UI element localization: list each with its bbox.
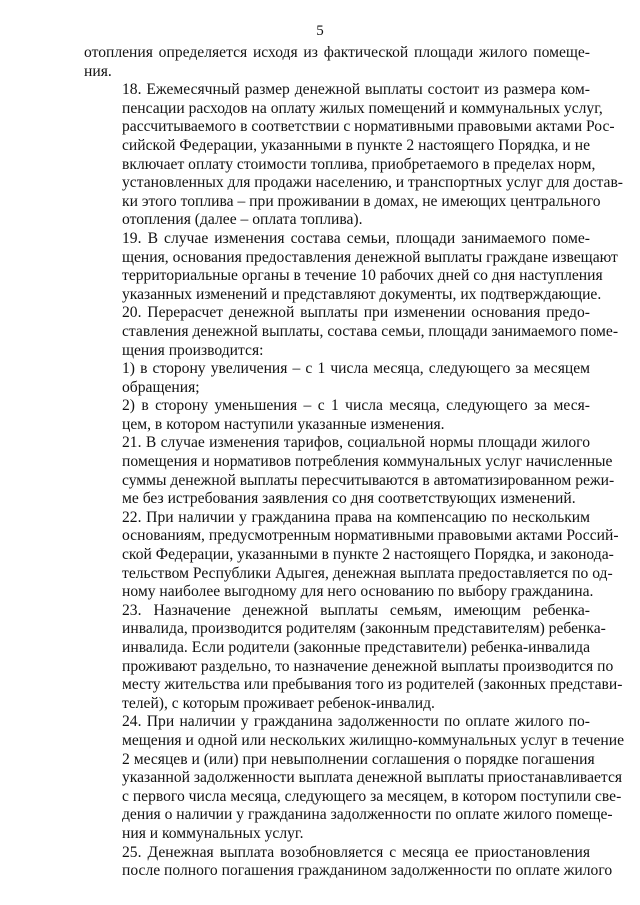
text-line: тельством Республики Адыгея, денежная выплата предоставляется по од- [122, 564, 613, 582]
text-line: инвалида, производится родителям (законным представителям) ребенка- [122, 620, 606, 638]
text-line: после полного погашения гражданином задолженности по оплате жилого [122, 862, 613, 880]
text-line: пенсации расходов на оплату жилых помещений и коммунальных услуг, [122, 99, 603, 117]
paragraph [84, 397, 590, 434]
text-line: суммы денежной выплаты пересчитываются в автоматизированном режи- [122, 471, 615, 489]
text-line: телей), с которым проживает ребенок-инвалид. [122, 694, 435, 712]
text-line: указанных изменений и представляют документы, их подтверждающие. [122, 285, 602, 303]
text-line: 20. Перерасчет денежной выплаты при изменении основания предо- [122, 304, 590, 322]
text-line: 25. Денежная выплата возобновляется с месяца ее приостановления [122, 843, 590, 861]
paragraph [84, 229, 618, 304]
text-line: отопления (далее – оплата топлива). [122, 211, 363, 229]
paragraph [84, 360, 590, 397]
text-line: ме без истребования заявления со дня соответствующих изменений. [122, 490, 576, 508]
text-line: помещения и нормативов потребления коммунальных услуг начисленные [122, 453, 613, 471]
paragraph [84, 304, 619, 360]
text-line: территориальные органы в течение 10 рабочих дней со дня наступления [122, 267, 603, 285]
text-line: дения о наличии у гражданина задолженности по оплате жилого помеще- [122, 806, 613, 824]
paragraph [84, 44, 590, 81]
text-line: ставления денежной выплаты, состава семьи, площади занимаемого поме- [122, 322, 619, 340]
text-line: 23. Назначение денежной выплаты семьям, имеющим ребенка- [122, 601, 590, 619]
text-line: сийской Федерации, указанными в пункте 2 настоящего Порядка, и не [122, 136, 590, 154]
text-line: 2 месяцев и (или) при невыполнении соглашения о порядке погашения [122, 750, 595, 768]
text-line: 22. При наличии у гражданина права на компенсацию по нескольким [122, 508, 590, 526]
text-line: проживают раздельно, то назначение денежной выплаты производится по [122, 657, 614, 675]
text-line: цем, в котором наступили указанные изменения. [122, 415, 445, 433]
text-line: щения производится: [122, 341, 264, 359]
paragraph [84, 508, 619, 602]
text-line: указанной задолженности выплата денежной выплаты приостанавливается [122, 769, 623, 787]
text-line: включает оплату стоимости топлива, приобретаемого в пределах норм, [122, 155, 596, 173]
text-line: месту жительства или пребывания того из родителей (законных представи- [122, 676, 623, 694]
text-line: 2) в сторону уменьшения – с 1 числа месяца, следующего за меся- [122, 397, 590, 415]
text-line: обращения; [122, 378, 200, 396]
text-line: ния. [84, 62, 112, 80]
document-body [84, 44, 625, 881]
text-line: ской Федерации, указанными в пункте 2 настоящего Порядка, и законода- [122, 546, 614, 564]
text-line: инвалида. Если родители (законные представители) ребенка-инвалида [122, 639, 590, 656]
paragraph [84, 81, 623, 230]
paragraph [84, 713, 625, 843]
text-line: ния и коммунальных услуг. [122, 824, 304, 842]
text-line: отопления определяется исходя из фактической площади жилого помеще- [84, 44, 590, 61]
text-line: 24. При наличии у гражданина задолженности по оплате жилого по- [122, 713, 590, 731]
text-line: 1) в сторону увеличения – с 1 числа месяца, следующего за месяцем [122, 360, 590, 378]
text-line: ному наиболее выгодному для него основанию по выбору гражданина. [122, 583, 594, 601]
text-line: 19. В случае изменения состава семьи, площади занимаемого поме- [122, 229, 590, 247]
text-line: установленных для продажи населению, и транспортных услуг для достав- [122, 174, 623, 192]
text-line: щения, основания предоставления денежной выплаты граждане извещают [122, 248, 618, 266]
text-line: основаниям, предусмотренным нормативными правовыми актами Россий- [122, 527, 619, 545]
paragraph [84, 601, 623, 714]
text-line: ки этого топлива – при проживании в домах, не имеющих центрального [122, 192, 601, 210]
paragraph [84, 434, 615, 508]
text-line: 21. В случае изменения тарифов, социальной нормы площади жилого [122, 434, 590, 452]
text-line: 18. Ежемесячный размер денежной выплаты состоит из размера ком- [122, 81, 590, 99]
paragraph [84, 843, 613, 881]
text-line: мещения и одной или нескольких жилищно-коммунальных услуг в течение [122, 731, 625, 749]
text-line: с первого числа месяца, следующего за месяцем, в котором поступили све- [122, 787, 622, 805]
text-line: рассчитываемого в соответствии с нормативными правовыми актами Рос- [122, 118, 615, 136]
page-number: 5 [316, 23, 324, 39]
